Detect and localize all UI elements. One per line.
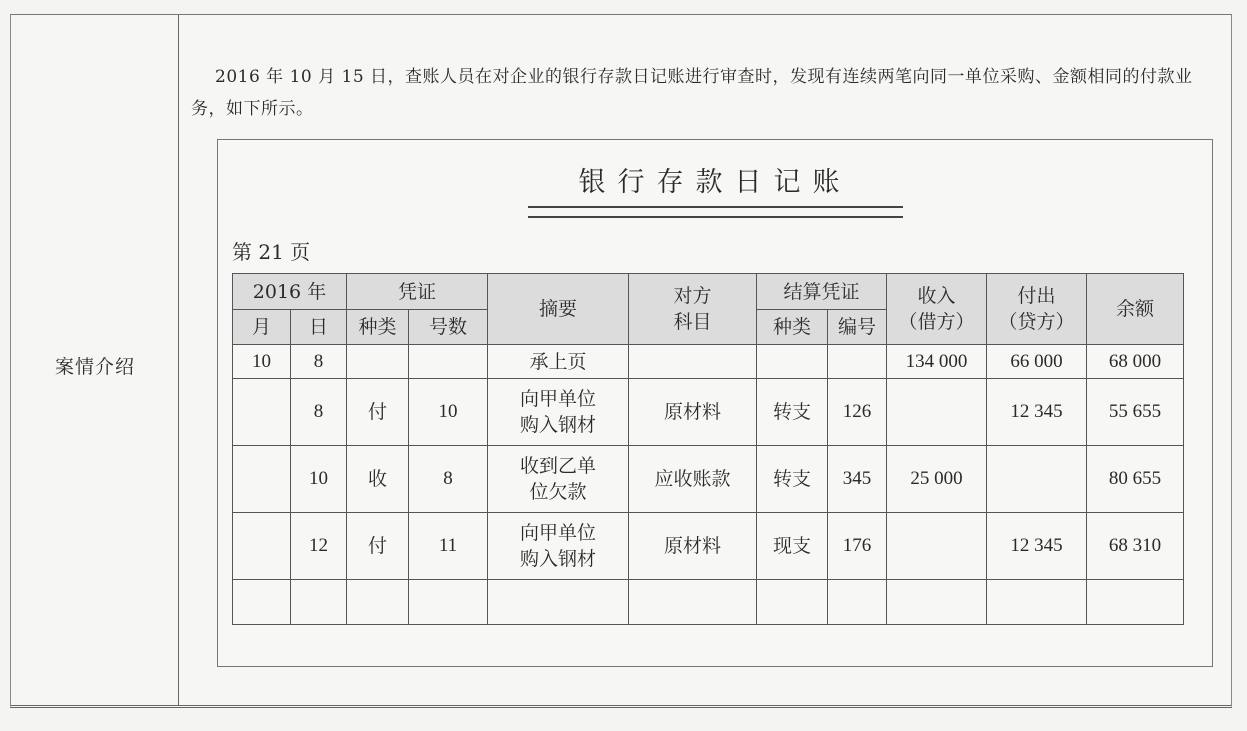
cell-day: 10 xyxy=(291,446,347,513)
cell-summary: 收到乙单 位欠款 xyxy=(488,446,629,513)
cell-month xyxy=(233,513,291,580)
cell-sno: 126 xyxy=(828,379,887,446)
title-double-rule xyxy=(528,206,903,218)
cell-income xyxy=(887,513,987,580)
cell-payment xyxy=(987,446,1087,513)
cell-vtype: 付 xyxy=(347,513,409,580)
cell-payment: 12 345 xyxy=(987,379,1087,446)
cell-vno: 8 xyxy=(409,446,488,513)
cell-stype: 现支 xyxy=(757,513,828,580)
ledger-table xyxy=(232,273,1184,625)
cell-account xyxy=(629,580,757,625)
cell-account: 原材料 xyxy=(629,513,757,580)
cell-balance: 80 655 xyxy=(1087,446,1184,513)
cell-vtype xyxy=(347,345,409,379)
header-settle-no: 编号 xyxy=(828,310,887,345)
cell-sno: 345 xyxy=(828,446,887,513)
table-row xyxy=(233,345,1184,379)
cell-account: 原材料 xyxy=(629,379,757,446)
header-settle-type: 种类 xyxy=(757,310,828,345)
header-year: 2016 年 xyxy=(233,274,347,310)
case-frame xyxy=(10,14,1232,708)
ledger-figure xyxy=(217,139,1213,667)
left-column xyxy=(11,15,179,705)
cell-stype: 转支 xyxy=(757,379,828,446)
cell-balance: 55 655 xyxy=(1087,379,1184,446)
cell-income: 25 000 xyxy=(887,446,987,513)
intro-paragraph: 2016 年 10 月 15 日，查账人员在对企业的银行存款日记账进行审查时，发现有连续两笔向同一单位采购、金额相同的付款业务，如下所示。 xyxy=(191,67,1193,119)
cell-sno xyxy=(828,580,887,625)
table-row xyxy=(233,379,1184,446)
table-row xyxy=(233,446,1184,513)
ledger-body xyxy=(233,274,1184,625)
cell-month xyxy=(233,379,291,446)
case-intro-label: 案情介绍 xyxy=(54,356,135,378)
cell-summary xyxy=(488,580,629,625)
header-voucher-no: 号数 xyxy=(409,310,488,345)
cell-month xyxy=(233,446,291,513)
header-settlement: 结算凭证 xyxy=(757,274,887,310)
cell-vtype: 收 xyxy=(347,446,409,513)
cell-day: 8 xyxy=(291,345,347,379)
cell-income xyxy=(887,379,987,446)
cell-day: 8 xyxy=(291,379,347,446)
header-counter-account: 对方 科目 xyxy=(629,274,757,345)
cell-account xyxy=(629,345,757,379)
cell-balance: 68 000 xyxy=(1087,345,1184,379)
header-balance: 余额 xyxy=(1087,274,1184,345)
cell-payment: 66 000 xyxy=(987,345,1087,379)
cell-summary: 向甲单位 购入钢材 xyxy=(488,513,629,580)
cell-day: 12 xyxy=(291,513,347,580)
cell-month: 10 xyxy=(233,345,291,379)
cell-summary: 承上页 xyxy=(488,345,629,379)
cell-vtype xyxy=(347,580,409,625)
cell-vno: 11 xyxy=(409,513,488,580)
cell-stype xyxy=(757,580,828,625)
cell-vno: 10 xyxy=(409,379,488,446)
header-payment: 付出 （贷方） xyxy=(987,274,1087,345)
header-voucher: 凭证 xyxy=(347,274,488,310)
header-income: 收入 （借方） xyxy=(887,274,987,345)
cell-summary: 向甲单位 购入钢材 xyxy=(488,379,629,446)
cell-vno xyxy=(409,580,488,625)
cell-stype xyxy=(757,345,828,379)
cell-sno: 176 xyxy=(828,513,887,580)
cell-month xyxy=(233,580,291,625)
page-number: 第 21 页 xyxy=(232,240,311,264)
cell-vno xyxy=(409,345,488,379)
cell-sno xyxy=(828,345,887,379)
cell-day xyxy=(291,580,347,625)
table-row xyxy=(233,580,1184,625)
cell-stype: 转支 xyxy=(757,446,828,513)
cell-vtype: 付 xyxy=(347,379,409,446)
cell-income: 134 000 xyxy=(887,345,987,379)
table-row xyxy=(233,513,1184,580)
cell-payment xyxy=(987,580,1087,625)
cell-payment: 12 345 xyxy=(987,513,1087,580)
header-day: 日 xyxy=(291,310,347,345)
cell-balance xyxy=(1087,580,1184,625)
header-month: 月 xyxy=(233,310,291,345)
cell-income xyxy=(887,580,987,625)
ledger-title: 银行存款日记账 xyxy=(578,167,852,198)
header-voucher-type: 种类 xyxy=(347,310,409,345)
cell-balance: 68 310 xyxy=(1087,513,1184,580)
header-summary: 摘要 xyxy=(488,274,629,345)
cell-account: 应收账款 xyxy=(629,446,757,513)
